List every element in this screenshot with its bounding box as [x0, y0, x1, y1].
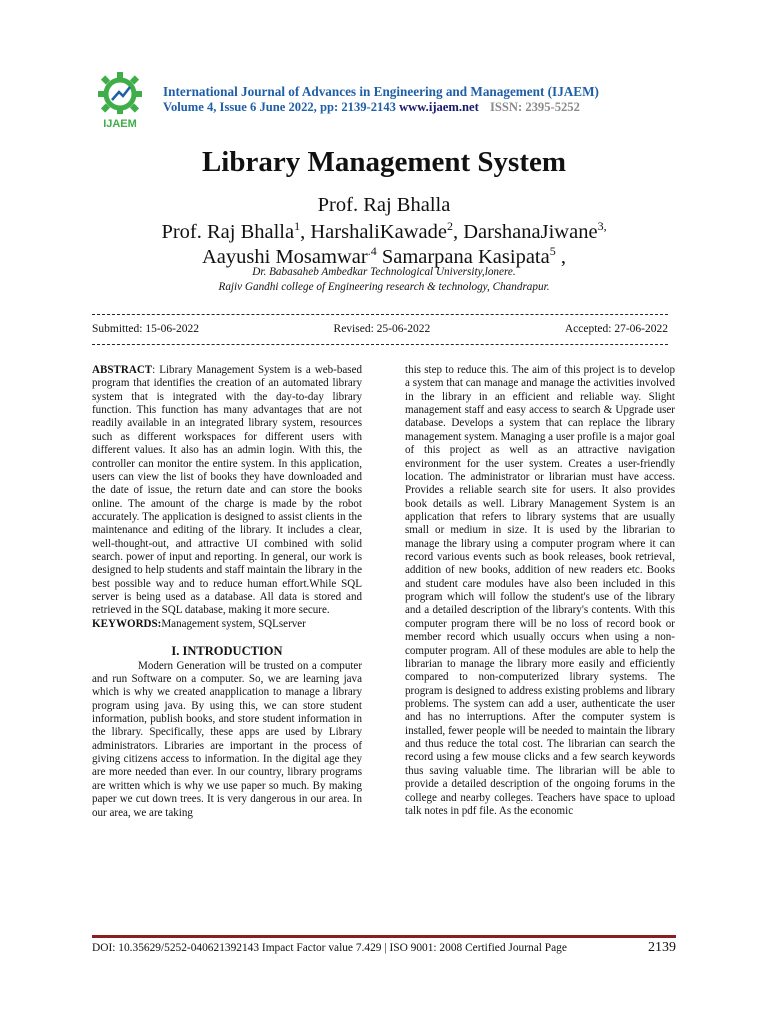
submitted-date: Submitted: 15-06-2022: [92, 323, 200, 335]
accepted-date: Accepted: 27-06-2022: [564, 323, 668, 335]
abstract-text: : Library Management System is a web-based program that identifies the creation of an automated library system that is integrated with the day-to-day library function. This function has many advantages that are not readily available in an integrated library system, resources such as different workspaces for different users with different values. It also has an admin login. With this, the controller can monitor the entire system. In this application, users can view the list of books they have downloaded and the date of issue, the return date and can store the books online. The amount of the charge is made by the robot accurately. The application is designed to assist clients in the maintenance and editing of the library. It includes a clear, well-thought-out, and attractive UI combined with solid search. power of input and reporting. In general, our work is designed to help students and staff maintain the library in the best possible way and to reduce human effort.While SQL server is being used as a database. All data is stored and retrieved in the SQL database, making it more secure.: [92, 364, 362, 617]
author-line-1: Prof. Raj Bhalla: [317, 194, 451, 216]
introduction-text-left: Modern Generation will be trusted on a computer and run Software on a computer. So, we are learning java which is why we created anapplication to manage a library program using java. By using this, we can store student information, publish books, and store student information in the library. Specifically, these apps are used by Library administrators. Libraries are important in the process of giving citizens access to information. In the digital age they are more needed than ever. In our country, library programs are written which is why we use paper so much. By making paper we cut down trees. It is very dangerous in our area. In our area, we are taking: [92, 659, 362, 819]
author-line-end: ,: [555, 245, 566, 268]
left-column: [92, 364, 362, 820]
author-superscript: 5: [549, 244, 556, 258]
introduction-text-right: this step to reduce this. The aim of this project is to develop a system that can manage and manage the activities involved in the library in an efficient and reliable way. Slight management staff and easy access to search & Upgrade user database. Develops a system that can replace the library management system. Managing a user profile is a major goal of this project as well as an attractive navigation environment for the user system. Creates a user-friendly location. The administrator or librarian must have access. Provides a reliable search site for users. It also provides book details as well. Library Management System is an application that refers to library systems that are usually small or medium in size. It is used by the librarian to manage the library using a computer program where it can record various events such as book releases, book retrieval, addition of new books, addition of new readers etc. Books and student care modules have also been included in this program which will follow the student's use of the library and a detailed description of the library's contents. With this computer program there will be no loss of record book or member record which usually occurs when using a non-computer program. All of these modules are able to help the librarian to manage the library more easily and efficiently compared to non-computerized library systems. The program is designed to address existing problems and library problems. The system can add a user, authenticate the user and has no interruptions. After the computer system is installed, fewer people will be needed to maintain the library and thus reduce the total cost. The librarian can search the record using a few mouse clicks and a few search keywords thus saving valuable time. The librarian will be able to provide a detailed description of the ongoing forums in the college and nearby colleges. Teachers have space to upload talk notes in pdf file. As the economic: [405, 364, 675, 817]
journal-meta: [163, 100, 580, 115]
volume-issue: Volume 4, Issue 6 June 2022,: [163, 100, 317, 114]
affiliation-2: Rajiv Gandhi college of Engineering research & technology, Chandrapur.: [218, 281, 550, 293]
page-number: 2139: [648, 940, 676, 955]
author-superscript: 2: [446, 219, 453, 233]
author-name: Aayushi Mosamwar: [202, 245, 368, 268]
footer: [92, 940, 676, 956]
keywords-label: KEYWORDS:: [92, 617, 162, 630]
affiliation-1: Dr. Babasaheb Ambedkar Technological University,lonere.: [252, 266, 516, 278]
journal-name: International Journal of Advances in Engineering and Management (IJAEM): [163, 84, 599, 99]
dashed-divider-top: [92, 314, 668, 315]
author-superscript: 3,: [597, 219, 607, 233]
abstract: [92, 364, 362, 618]
author-name: , HarshaliKawade: [300, 220, 447, 243]
abstract-label: ABSTRACT: [92, 364, 153, 376]
paper-title: Library Management System: [201, 146, 567, 178]
right-column: [405, 364, 675, 818]
page-range: pp: 2139-2143: [320, 100, 396, 114]
footer-rule: [92, 935, 676, 938]
dashed-divider-bottom: [92, 344, 668, 345]
issn: ISSN: 2395-5252: [489, 100, 580, 114]
footer-citation: DOI: 10.35629/5252-040621392143 Impact Factor value 7.429 | ISO 9001: 2008 Certified Journal Page: [92, 942, 567, 954]
ijaem-logo: [92, 70, 148, 130]
author-line-2: [0, 219, 768, 244]
logo-text: IJAEM: [103, 118, 137, 130]
keywords: [92, 618, 362, 631]
section-heading-introduction: I. INTRODUCTION: [171, 644, 283, 659]
author-name: Prof. Raj Bhalla: [161, 220, 295, 243]
journal-website-link[interactable]: www.ijaem.net: [399, 100, 479, 114]
author-name: Samarpana Kasipata: [376, 245, 550, 268]
author-superscript: 1: [294, 219, 301, 233]
revised-date: Revised: 25-06-2022: [333, 323, 431, 335]
author-superscript: .4: [367, 244, 377, 258]
author-name: , DarshanaJiwane: [452, 220, 598, 243]
keywords-text: Management system, SQLserver: [161, 617, 306, 630]
dates-row: [92, 323, 668, 335]
